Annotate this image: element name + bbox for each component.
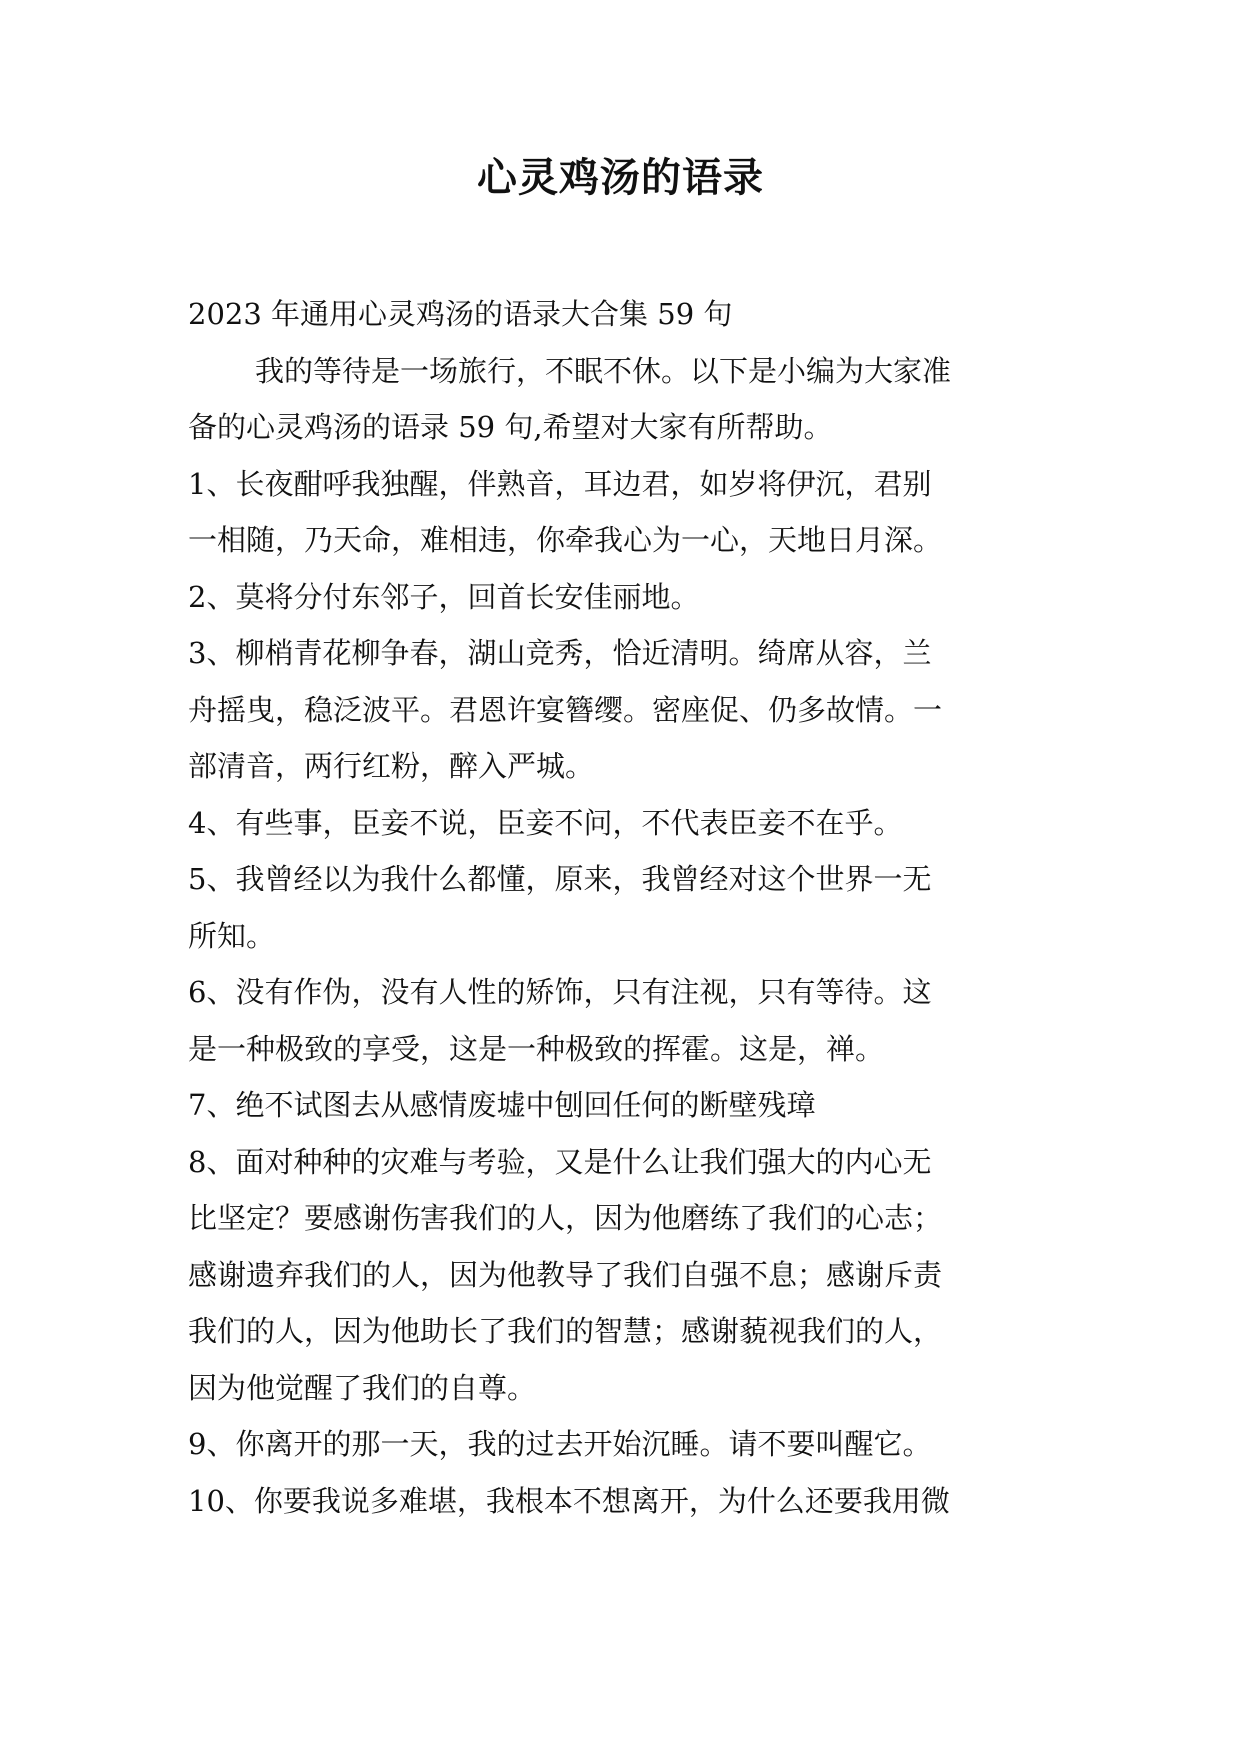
quote-line: 一相随，乃天命，难相违，你牵我心为一心，天地日月深。 — [188, 523, 943, 557]
quote-line: 4、有些事，臣妾不说，臣妾不问，不代表臣妾不在乎。 — [188, 805, 903, 840]
quote-line: 6、没有作伪，没有人性的矫饰，只有注视，只有等待。这 — [188, 975, 932, 1009]
quote-line: 9、你离开的那一天，我的过去开始沉睡。请不要叫醒它。 — [188, 1427, 932, 1461]
quote-line: 我们的人，因为他助长了我们的智慧；感谢藐视我们的人， — [188, 1314, 943, 1348]
subtitle-line: 2023 年通用心灵鸡汤的语录大合集 59 句 — [188, 297, 733, 331]
quote-line: 舟摇曳，稳泛波平。君恩许宴簪缨。密座促、仍多故情。一 — [188, 692, 943, 727]
quote-line: 5、我曾经以为我什么都懂，原来，我曾经对这个世界一无 — [188, 862, 932, 896]
quote-line: 所知。 — [188, 918, 276, 953]
quote-line: 8、面对种种的灾难与考验，又是什么让我们强大的内心无 — [188, 1144, 932, 1179]
quote-line: 因为他觉醒了我们的自尊。 — [188, 1370, 537, 1405]
intro-line: 备的心灵鸡汤的语录 59 句,希望对大家有所帮助。 — [188, 410, 833, 444]
document-body — [188, 286, 1068, 1529]
quote-line: 7、绝不试图去从感情废墟中刨回任何的断壁残璋 — [188, 1088, 816, 1122]
intro-line: 我的等待是一场旅行，不眠不休。以下是小编为大家准 — [255, 353, 952, 388]
document-title: 心灵鸡汤的语录 — [477, 154, 764, 201]
quote-line: 1、长夜酣呼我独醒，伴熟音，耳边君，如岁将伊沉，君别 — [188, 466, 932, 501]
quote-line: 10、你要我说多难堪，我根本不想离开，为什么还要我用微 — [188, 1483, 950, 1518]
quote-line: 感谢遗弃我们的人，因为他教导了我们自强不息；感谢斥责 — [188, 1257, 943, 1292]
quote-line: 比坚定？要感谢伤害我们的人，因为他磨练了我们的心志； — [188, 1201, 943, 1235]
quote-line: 2、莫将分付东邻子，回首长安佳丽地。 — [188, 579, 700, 614]
quote-line: 是一种极致的享受，这是一种极致的挥霍。这是，禅。 — [188, 1031, 885, 1066]
quote-line: 3、柳梢青花柳争春，湖山竞秀，恰近清明。绮席从容，兰 — [188, 636, 932, 670]
quote-line: 部清音，两行红粉，醉入严城。 — [188, 749, 595, 783]
